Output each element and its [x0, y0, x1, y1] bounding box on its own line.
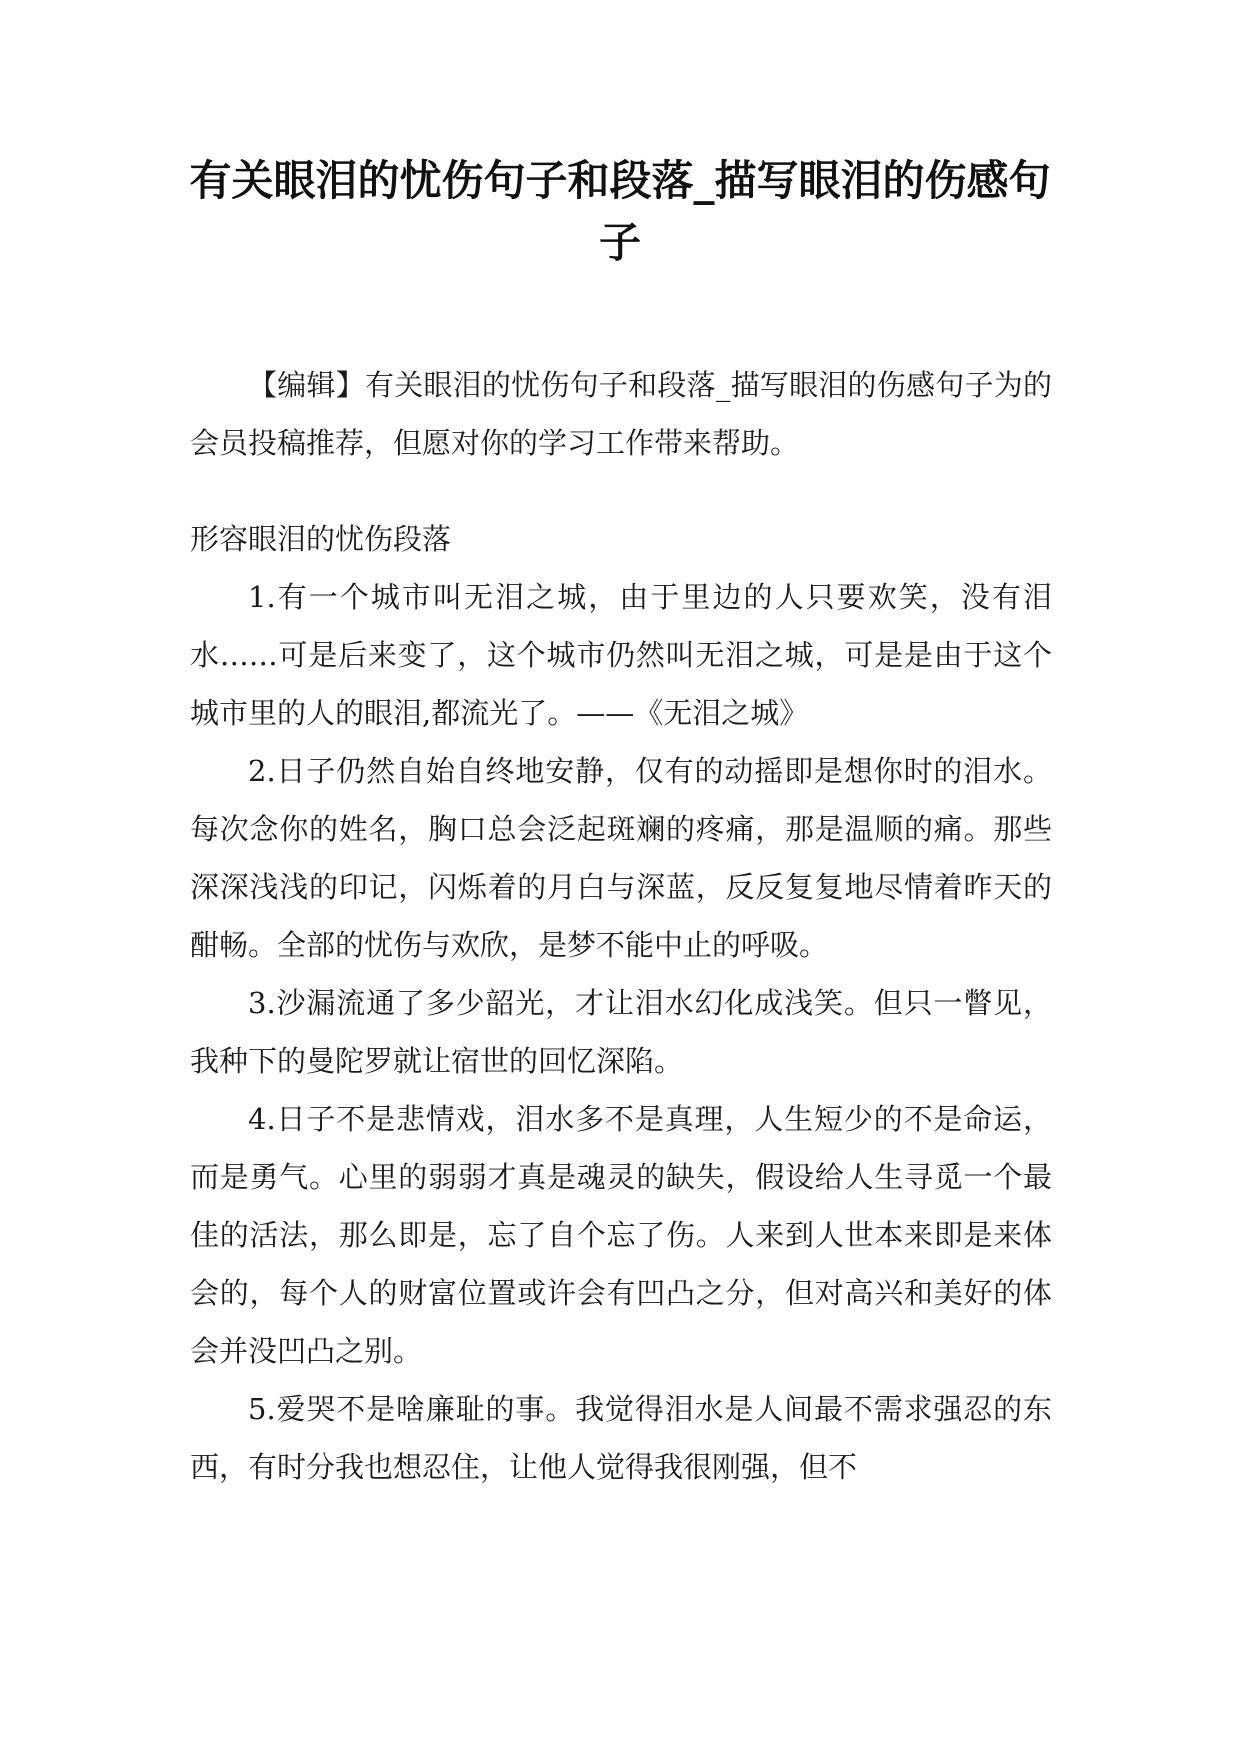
- paragraph-5: 5.爱哭不是啥廉耻的事。我觉得泪水是人间最不需求强忍的东西，有时分我也想忍住，让他人觉得我很刚强，但不: [190, 1392, 1052, 1484]
- paragraph-4: 4.日子不是悲情戏，泪水多不是真理，人生短少的不是命运，而是勇气。心里的弱弱才真是魂灵的缺失，假设给人生寻觅一个最佳的活法，那么即是，忘了自个忘了伤。人来到人世本来即是来体会的，每个人的财富位置或许会有凹凸之分，但对高兴和美好的体会并没凹凸之别。: [190, 1102, 1052, 1368]
- paragraph-2: 2.日子仍然自始自终地安静，仅有的动摇即是想你时的泪水。每次念你的姓名，胸口总会泛起斑斓的疼痛，那是温顺的痛。那些深深浅浅的印记，闪烁着的月白与深蓝，反反复复地尽情着昨天的酣畅。全部的忧伤与欢欣，是梦不能中止的呼吸。: [190, 754, 1052, 962]
- intro-paragraph: 【编辑】有关眼泪的忧伤句子和段落_描写眼泪的伤感句子为的会员投稿推荐，但愿对你的学习工作带来帮助。: [190, 368, 1052, 460]
- paragraph-1: 1.有一个城市叫无泪之城，由于里边的人只要欢笑，没有泪水……可是后来变了，这个城市仍然叫无泪之城，可是是由于这个城市里的人的眼泪,都流光了。——《无泪之城》: [190, 580, 1052, 730]
- paragraph-3: 3.沙漏流通了多少韶光，才让泪水幻化成浅笑。但只一瞥见，我种下的曼陀罗就让宿世的回忆深陷。: [190, 986, 1052, 1078]
- document-body: [190, 356, 1052, 1496]
- section-heading: 形容眼泪的忧伤段落: [190, 522, 452, 556]
- document-title: 有关眼泪的忧伤句子和段落_描写眼泪的伤感句子: [189, 156, 1051, 267]
